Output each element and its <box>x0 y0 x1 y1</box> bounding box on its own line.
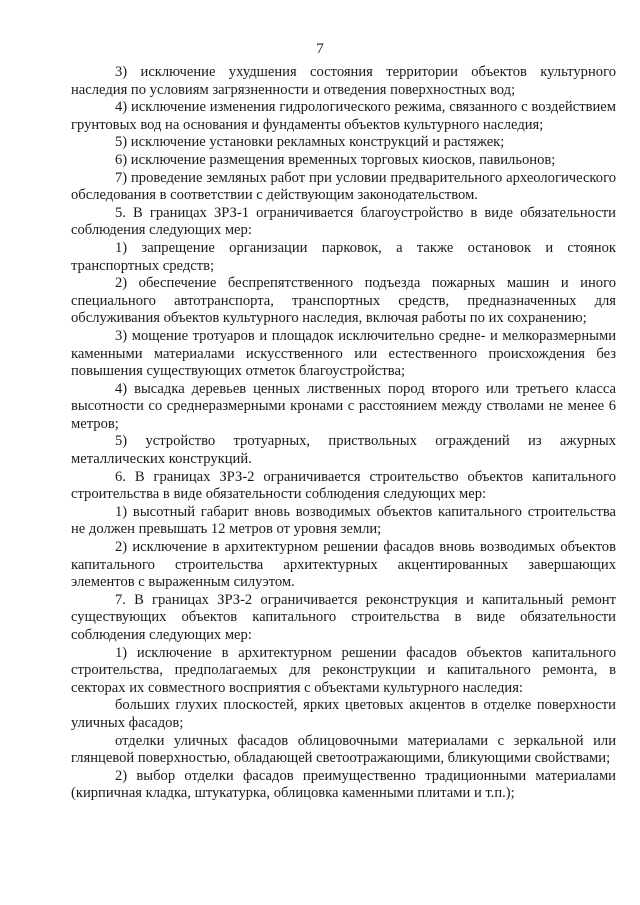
paragraph: 1) исключение в архитектурном решении фасадов объектов капитального строительства, предполагаемых для реконструкции и капитального ремонта, в секторах их совместного восприятия с объектами культурного наследия: <box>71 644 616 696</box>
paragraph: 4) исключение изменения гидрологического режима, связанного с воздействием грунтовых вод на основания и фундаменты объектов культурного наследия; <box>71 99 616 133</box>
paragraph: отделки уличных фасадов облицовочными материалами с зеркальной или глянцевой поверхностью, обладающей светоотражающими, бликующими свойствами; <box>71 732 616 767</box>
paragraph: 2) обеспечение беспрепятственного подъезда пожарных машин и иного специального автотранспорта, транспортных средств, предназначенных для обслуживания объектов культурного наследия, включая работы по их сохранению; <box>71 275 616 327</box>
document-body <box>71 64 616 803</box>
page-number: 7 <box>316 41 324 57</box>
paragraph: 2) выбор отделки фасадов преимущественно традиционными материалами (кирпичная кладка, штукатурка, облицовка каменными плитами и т.п.); <box>71 767 616 802</box>
paragraph: 5) устройство тротуарных, приствольных ограждений из ажурных металлических конструкций. <box>71 433 616 468</box>
paragraph: 6) исключение размещения временных торговых киосков, павильонов; <box>115 151 556 168</box>
paragraph: 3) исключение ухудшения состояния территории объектов культурного наследия по условиям загрязненности и отведения поверхностных вод; <box>71 64 616 98</box>
paragraph: 2) исключение в архитектурном решении фасадов вновь возводимых объектов капитального строительства архитектурных акцентированных завершающих элементов с выраженным силуэтом. <box>71 539 616 591</box>
paragraph: 1) высотный габарит вновь возводимых объектов капитального строительства не должен превышать 12 метров от уровня земли; <box>71 503 616 538</box>
paragraph: 5. В границах ЗРЗ-1 ограничивается благоустройство в виде обязательности соблюдения следующих мер: <box>71 204 616 239</box>
paragraph: больших глухих плоскостей, ярких цветовых акцентов в отделке поверхности уличных фасадов; <box>71 697 616 731</box>
paragraph: 5) исключение установки рекламных конструкций и растяжек; <box>115 134 505 151</box>
paragraph: 7) проведение земляных работ при условии предварительного археологического обследования в соответствии с действующим законодательством. <box>71 169 616 204</box>
paragraph: 6. В границах ЗРЗ-2 ограничивается строительство объектов капитального строительства в виде обязательности соблюдения следующих мер: <box>71 468 616 503</box>
paragraph: 4) высадка деревьев ценных лиственных пород второго или третьего класса высотности со среднеразмерными кронами с расстоянием между стволами не менее 6 метров; <box>71 380 616 432</box>
paragraph: 7. В границах ЗРЗ-2 ограничивается реконструкция и капитальный ремонт существующих объектов капитального строительства в виде обязательности соблюдения следующих мер: <box>71 591 616 643</box>
paragraph: 1) запрещение организации парковок, а также остановок и стоянок транспортных средств; <box>71 239 616 274</box>
paragraph: 3) мощение тротуаров и площадок исключительно средне- и мелкоразмерными каменными материалами искусственного или естественного происхождения без повышения существующих отметок благоустройства; <box>71 327 616 380</box>
